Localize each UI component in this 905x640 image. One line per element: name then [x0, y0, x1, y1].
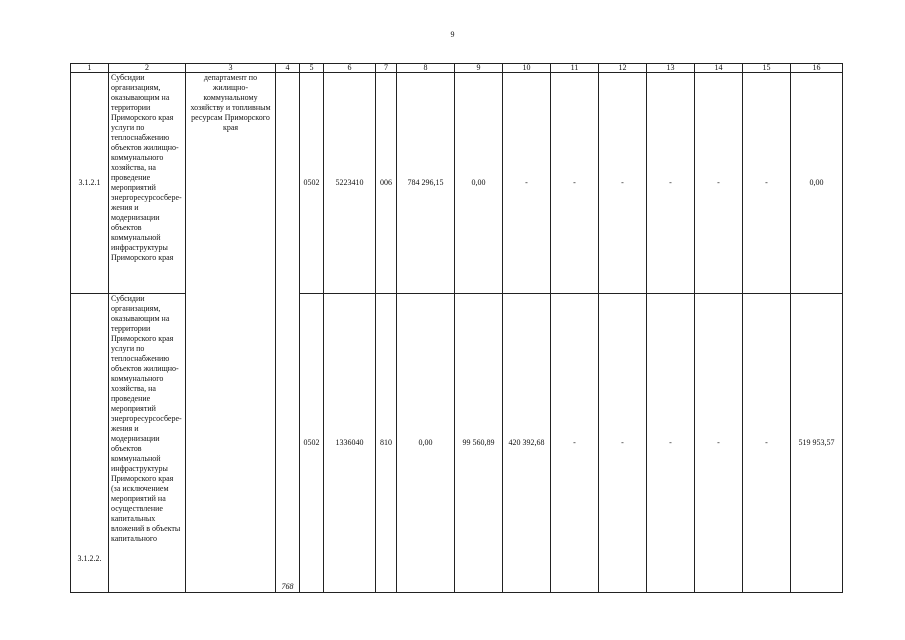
header-cell: 16	[791, 64, 843, 73]
section-code: 0502	[300, 294, 324, 593]
header-cell: 12	[599, 64, 647, 73]
header-cell: 2	[109, 64, 186, 73]
header-cell: 4	[276, 64, 300, 73]
value-col13: -	[647, 294, 695, 593]
item-number: 3.1.2.1	[71, 73, 109, 294]
responsible-executor: департамент по жилищно-коммунальному хозяйству и топливным ресурсам Приморского края	[186, 73, 276, 593]
expense-type: 006	[376, 73, 397, 294]
header-cell: 1	[71, 64, 109, 73]
value-col10: 420 392,68	[503, 294, 551, 593]
value-col16: 0,00	[791, 73, 843, 294]
value-col12: -	[599, 73, 647, 294]
value-col8: 0,00	[397, 294, 455, 593]
value-col8: 784 296,15	[397, 73, 455, 294]
value-col15: -	[743, 294, 791, 593]
value-col13: -	[647, 73, 695, 294]
header-cell: 10	[503, 64, 551, 73]
page-number: 9	[450, 30, 455, 39]
header-cell: 14	[695, 64, 743, 73]
section-code: 0502	[300, 73, 324, 294]
value-col16: 519 953,57	[791, 294, 843, 593]
budget-table	[70, 63, 843, 593]
header-cell: 9	[455, 64, 503, 73]
header-cell: 11	[551, 64, 599, 73]
header-cell: 5	[300, 64, 324, 73]
grbs-code: 768	[276, 73, 300, 593]
value-col11: -	[551, 294, 599, 593]
value-col10: -	[503, 73, 551, 294]
header-cell: 15	[743, 64, 791, 73]
value-col14: -	[695, 294, 743, 593]
value-col11: -	[551, 73, 599, 294]
value-col12: -	[599, 294, 647, 593]
value-col14: -	[695, 73, 743, 294]
value-col9: 0,00	[455, 73, 503, 294]
target-code: 5223410	[324, 73, 376, 294]
target-code: 1336040	[324, 294, 376, 593]
table-header-row	[71, 64, 843, 73]
header-cell: 6	[324, 64, 376, 73]
header-cell: 3	[186, 64, 276, 73]
expense-type: 810	[376, 294, 397, 593]
item-number: 3.1.2.2.	[71, 294, 109, 593]
value-col9: 99 560,89	[455, 294, 503, 593]
table-row	[71, 73, 843, 294]
item-name: Субсидии организациям, оказывающим на территории Приморского края услуги по теплоснабжению объектов жилищно-коммунального хозяйства, на проведение мероприятий энергоресурсосбере-жения и модернизации объектов коммунальной инфраструктуры Приморского края	[109, 73, 186, 294]
header-cell: 7	[376, 64, 397, 73]
item-name: Субсидии организациям, оказывающим на территории Приморского края услуги по теплоснабжению объектов жилищно-коммунального хозяйства, на проведение мероприятий энергоресурсосбере-жения и модернизации объектов коммунальной инфраструктуры Приморского края (за исключением мероприятий на осуществление капитальных вложений в объекты капитального	[109, 294, 186, 593]
value-col15: -	[743, 73, 791, 294]
header-cell: 13	[647, 64, 695, 73]
header-cell: 8	[397, 64, 455, 73]
